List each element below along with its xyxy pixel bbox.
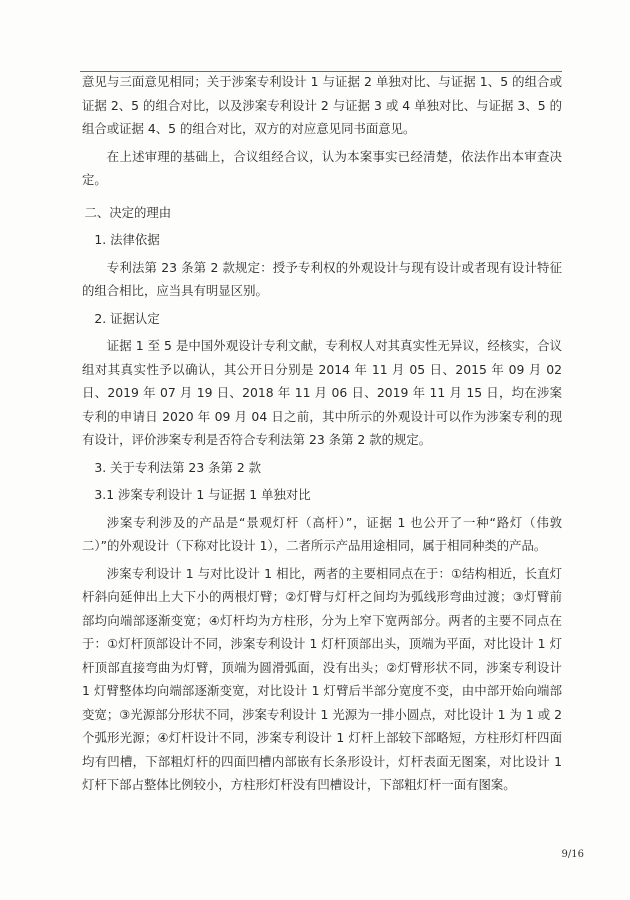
heading-comparison-3-1: 3.1 涉案专利设计 1 与证据 1 单独对比 [94,487,311,502]
paragraph-evidence: 证据 1 至 5 是中国外观设计专利文献，专利权人对其真实性无异议，经核实，合议组对其真实性予以确认，其公开日分别是 2014 年 11 月 05 日、2015 年 09 月 02 日、2019 年 07 月 19 日、2018 年 11 月 06 日、2019 年 11 月 15 日，均在涉案专利的申请日 2020 年 09 月 04 日之前，其中所示的外观设计可以作为涉案专利的现有设计，评价涉案专利是否符合专利法第 23 条第 2 款的规定。 [82,338,562,447]
paragraph-hearing-basis: 在上述审理的基础上，合议组经合议，认为本案事实已经清楚，依法作出本审查决定。 [82,148,562,187]
paragraph-product-type: 涉案专利涉及的产品是“景观灯杆（高杆）”，证据 1 也公开了一种“路灯（伟敦二）”的外观设计（下称对比设计 1），二者所示产品用途相同，属于相同种类的产品。 [82,514,562,553]
heading-evidence: 2. 证据认定 [94,310,160,326]
paragraph-comparison: 涉案专利设计 1 与对比设计 1 相比，两者的主要相同点在于：①结构相近，长直灯杆斜向延伸出上大下小的两根灯臂；②灯臂与灯杆之间均为弧线形弯曲过渡；③灯臂前部均向端部逐渐变宽；④灯杆均为方柱形，分为上窄下宽两部分。两者的主要不同点在于：①灯杆顶部设计不同，涉案专利设计 1 灯杆顶部出头，顶端为平面，对比设计 1 灯杆顶部直接弯曲为灯臂，顶端为圆滑弧面，没有出头；②灯臂形状不同，涉案专利设计 1 灯臂整体均向端部逐渐变宽，对比设计 1 灯臂后半部分宽度不变，由中部开始向端部变宽；③光源部分形状不同，涉案专利设计 1 光源为一排小圆点，对比设计 1 为 1 或 2 个弧形光源；④灯杆设计不同，涉案专利设计 1 灯杆上部较下部略短，方柱形灯杆四面均有凹槽，下部粗灯杆的四面凹槽内部嵌有长条形设计，灯杆表面无图案，对比设计 1 灯杆下部占整体比例较小，方柱形灯杆没有凹槽设计，下部粗灯杆一面有图案。 [82,565,562,792]
heading-legal-basis: 1. 法律依据 [94,232,160,247]
heading-article-23-2: 3. 关于专利法第 23 条第 2 款 [94,459,262,475]
heading-reasons: 二、决定的理由 [84,204,172,220]
paragraph-article-23: 专利法第 23 条第 2 款规定：授予专利权的外观设计与现有设计或者现有设计特征的组合相比，应当具有明显区别。 [82,259,562,298]
page-number: 9/16 [561,849,584,860]
document-body [82,70,562,797]
paragraph-opinions: 意见与三面意见相同；关于涉案专利设计 1 与证据 2 单独对比、与证据 1、5 的组合或证据 2、5 的组合对比，以及涉案专利设计 2 与证据 3 或 4 单独对比、与证据 3、5 的组合或证据 4、5 的组合对比，双方的对应意见同书面意见。 [82,74,562,136]
